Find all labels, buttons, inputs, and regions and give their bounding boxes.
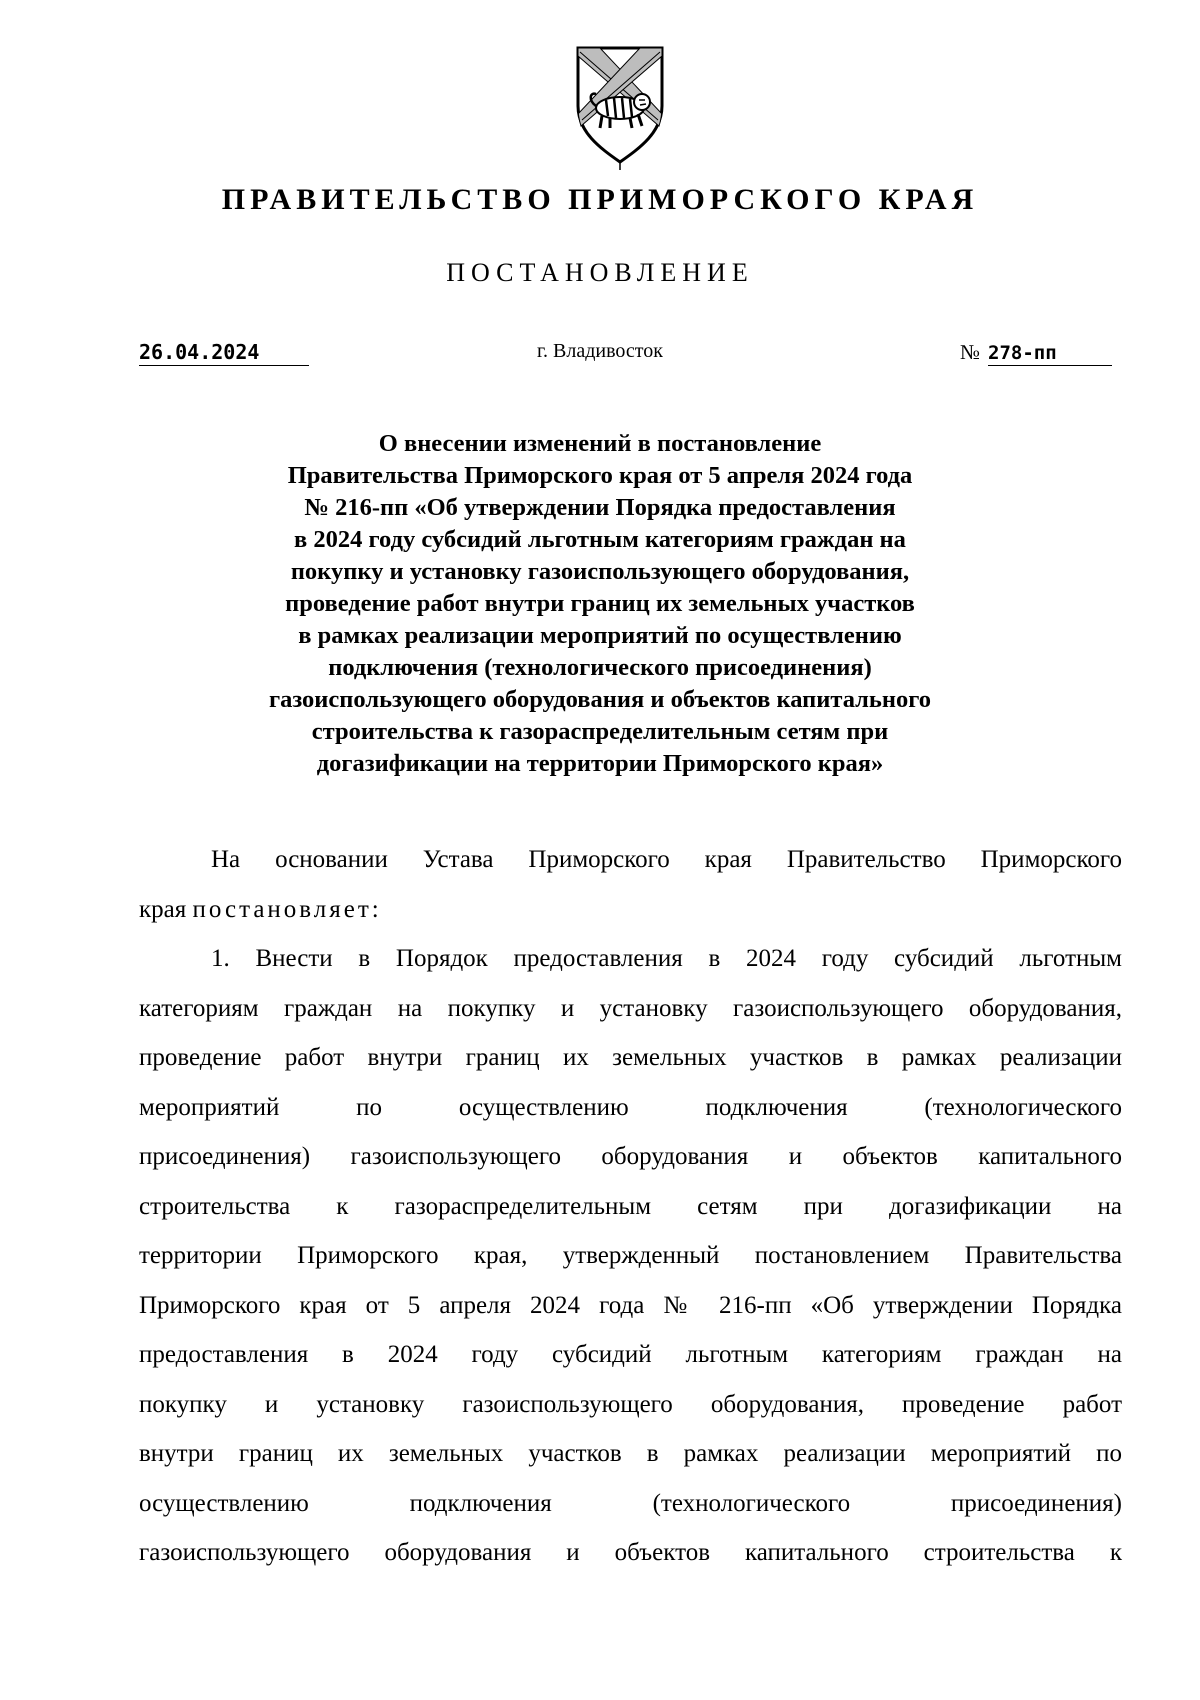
item-line: строительства к газораспределительным сетям при догазификации на bbox=[139, 1192, 1122, 1220]
resolves-word: постановляет: bbox=[192, 895, 382, 923]
number-sign: № bbox=[960, 340, 981, 364]
title-line: в рамках реализации мероприятий по осуществлению bbox=[298, 622, 902, 649]
item-line: покупку и установку газоиспользующего оборудования, проведение работ bbox=[139, 1390, 1122, 1418]
item-line: проведение работ внутри границ их земельных участков в рамках реализации bbox=[139, 1044, 1122, 1071]
title-line: Правительства Приморского края от 5 апреля 2024 года bbox=[287, 462, 913, 489]
item-line: предоставления в 2024 году субсидий льготным категориям граждан на bbox=[139, 1341, 1122, 1368]
title-line: газоиспользующего оборудования и объектов капитального bbox=[268, 686, 932, 713]
item-line: газоиспользующего оборудования и объектов капитального строительства к bbox=[139, 1539, 1122, 1566]
document-date: 26.04.2024 bbox=[139, 340, 309, 366]
item-line: осуществлению подключения (технологического присоединения) bbox=[139, 1489, 1122, 1517]
document-number: 278-пп bbox=[988, 342, 1112, 366]
preamble-line: На основании Устава Приморского края Правительство Приморского bbox=[211, 846, 1122, 873]
item-line: Приморского края от 5 апреля 2024 года № 216-пп «Об утверждении Порядка bbox=[139, 1291, 1122, 1319]
document-title bbox=[180, 428, 1020, 780]
title-line: проведение работ внутри границ их земельных участков bbox=[285, 590, 915, 617]
preamble-line bbox=[139, 885, 1122, 935]
title-line: № 216-пп «Об утверждении Порядка предоставления bbox=[304, 494, 896, 521]
preamble-prefix: края bbox=[139, 895, 193, 923]
title-line: покупку и установку газоиспользующего оборудования, bbox=[290, 558, 910, 585]
document-type: ПОСТАНОВЛЕНИЕ bbox=[446, 258, 754, 287]
document-city: г. Владивосток bbox=[537, 340, 663, 362]
title-line: О внесении изменений в постановление bbox=[378, 430, 822, 457]
title-line: догазификации на территории Приморского края» bbox=[316, 750, 884, 777]
organization-name: ПРАВИТЕЛЬСТВО ПРИМОРСКОГО КРАЯ bbox=[221, 183, 979, 216]
item-line: внутри границ их земельных участков в рамках реализации мероприятий по bbox=[139, 1440, 1122, 1467]
item-line: 1. Внести в Порядок предоставления в 2024 году субсидий льготным bbox=[211, 945, 1122, 972]
item-line: присоединения) газоиспользующего оборудования и объектов капитального bbox=[139, 1143, 1122, 1170]
document-body bbox=[139, 835, 1122, 1578]
title-line: строительства к газораспределительным сетям при bbox=[311, 718, 889, 745]
item-line: категориям граждан на покупку и установку газоиспользующего оборудования, bbox=[139, 994, 1122, 1022]
title-line: в 2024 году субсидий льготным категориям граждан на bbox=[294, 526, 906, 553]
item-line: мероприятий по осуществлению подключения (технологического bbox=[139, 1093, 1122, 1121]
title-line: подключения (технологического присоединения) bbox=[328, 654, 872, 681]
document-number-block bbox=[960, 340, 1125, 366]
item-line: территории Приморского края, утвержденный постановлением Правительства bbox=[139, 1242, 1122, 1269]
primorsky-krai-coat-of-arms-icon bbox=[570, 44, 670, 170]
